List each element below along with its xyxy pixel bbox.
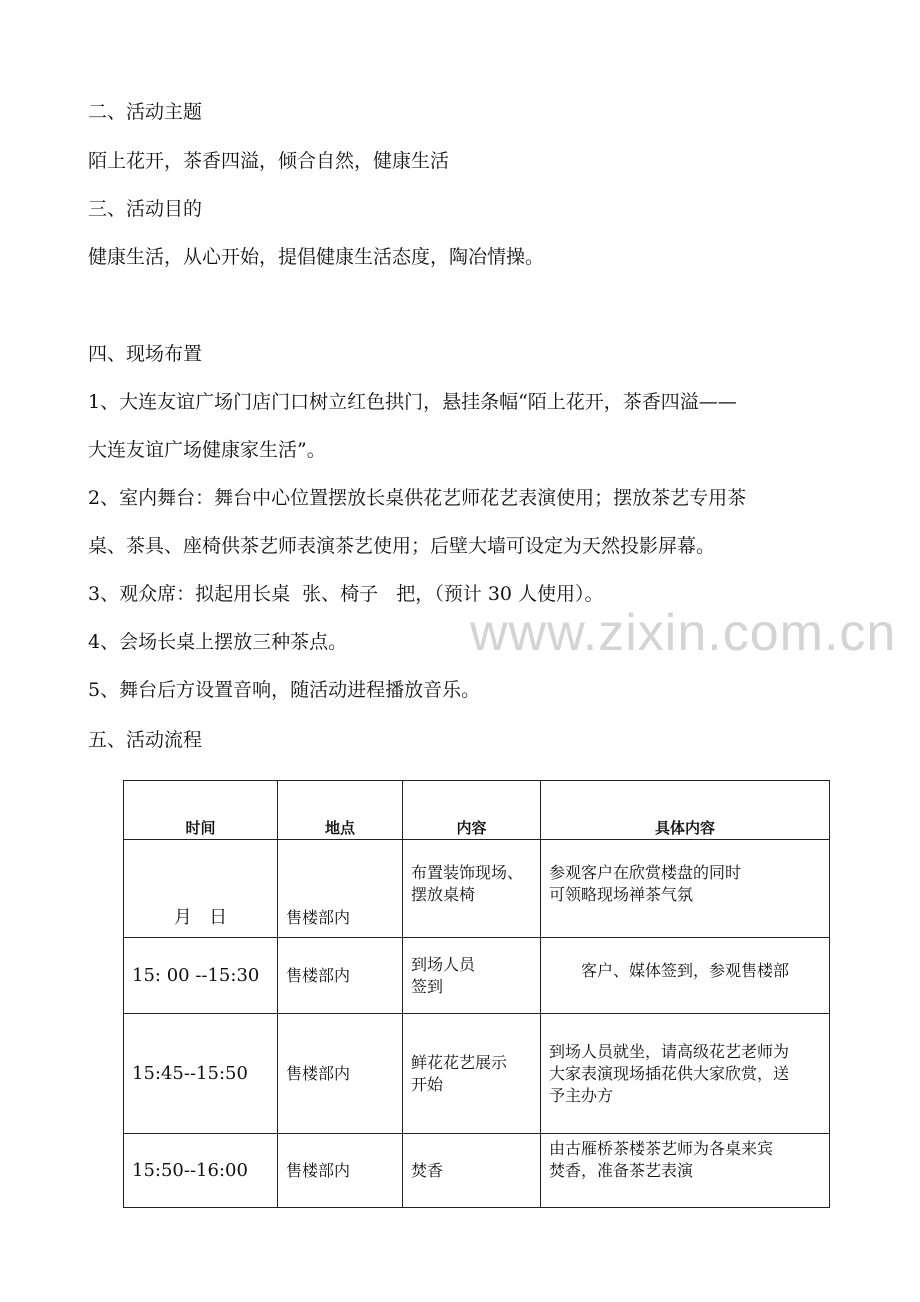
row-place: 售楼部内: [278, 1014, 403, 1134]
section-4-item-1b: 大连友谊广场健康家生活”。: [88, 439, 326, 461]
row-detail: [541, 1014, 830, 1134]
row-place: 售楼部内: [278, 938, 403, 1014]
section-4-item-5: 5、舞台后方设置音响，随活动进程播放音乐。: [88, 679, 481, 701]
row-content-line: 到场人员: [411, 954, 476, 974]
row-content: [403, 1014, 541, 1134]
table-row: [124, 938, 830, 1014]
row-content: [403, 840, 541, 938]
section-2-text: 陌上花开，茶香四溢，倾合自然，健康生活: [88, 150, 450, 172]
row-time: 15:50--16:00: [124, 1134, 278, 1208]
row-detail-line: 大家表演现场插花供大家欣赏，送: [549, 1063, 790, 1083]
section-3-heading: 三、活动目的: [88, 198, 203, 220]
row-detail-line: 予主办方: [549, 1085, 614, 1105]
row-detail-line: 参观客户在欣赏楼盘的同时: [549, 863, 742, 882]
row-detail: [541, 840, 830, 938]
row-detail-line: 焚香，准备茶艺表演: [549, 1161, 694, 1180]
activity-flow-table: [123, 780, 830, 1208]
section-4-item-4: 4、会场长桌上摆放三种茶点。: [88, 631, 348, 653]
table-row: [124, 1014, 830, 1134]
row-detail: [541, 1134, 830, 1208]
row-time: 月 日: [124, 840, 278, 938]
section-4-item-2a: 2、室内舞台：舞台中心位置摆放长桌供花艺师花艺表演使用；摆放茶艺专用茶: [88, 487, 747, 509]
row-content-line: 签到: [411, 976, 444, 996]
section-4-item-1a: 1、大连友谊广场门店门口树立红色拱门，悬挂条幅“陌上花开，茶香四溢——: [88, 391, 737, 413]
section-5-heading: 五、活动流程: [88, 729, 203, 751]
section-4-item-3: 3、观众席：拟起用长桌 张、椅子 把，（预计 30 人使用）。: [88, 583, 604, 605]
header-time: 时间: [124, 781, 278, 840]
row-detail: [541, 938, 830, 1014]
row-content-line: 开始: [411, 1074, 444, 1094]
table-row: [124, 840, 830, 938]
row-content-line: 摆放桌椅: [411, 885, 476, 904]
row-detail-line: 客户、媒体签到，参观售楼部: [580, 960, 789, 980]
row-detail-line: 由古雁桥茶楼茶艺师为各桌来宾: [549, 1139, 774, 1158]
watermark: www.zixin.com.cn: [470, 604, 897, 662]
row-place: 售楼部内: [278, 1134, 403, 1208]
row-content-line: 布置装饰现场、: [411, 863, 524, 882]
section-4-item-2b: 桌、茶具、座椅供茶艺师表演茶艺使用；后壁大墙可设定为天然投影屏幕。: [88, 535, 716, 557]
row-detail-line: 到场人员就坐，请高级花艺老师为: [549, 1041, 790, 1061]
row-time: 15:45--15:50: [124, 1014, 278, 1134]
row-content-line: 鲜花花艺展示: [411, 1052, 508, 1072]
row-content: 焚香: [403, 1134, 541, 1208]
row-content: [403, 938, 541, 1014]
table-row: [124, 1134, 830, 1208]
header-place: 地点: [278, 781, 403, 840]
section-2-heading: 二、活动主题: [88, 101, 203, 123]
table-header-row: [124, 781, 830, 840]
section-3-text: 健康生活，从心开始，提倡健康生活态度，陶冶情操。: [88, 246, 545, 268]
header-detail: 具体内容: [541, 781, 830, 840]
row-detail-line: 可领略现场禅茶气氛: [549, 885, 694, 904]
section-4-heading: 四、现场布置: [88, 343, 203, 365]
header-content: 内容: [403, 781, 541, 840]
row-time: 15: 00 --15:30: [124, 938, 278, 1014]
row-place: 售楼部内: [278, 840, 403, 938]
